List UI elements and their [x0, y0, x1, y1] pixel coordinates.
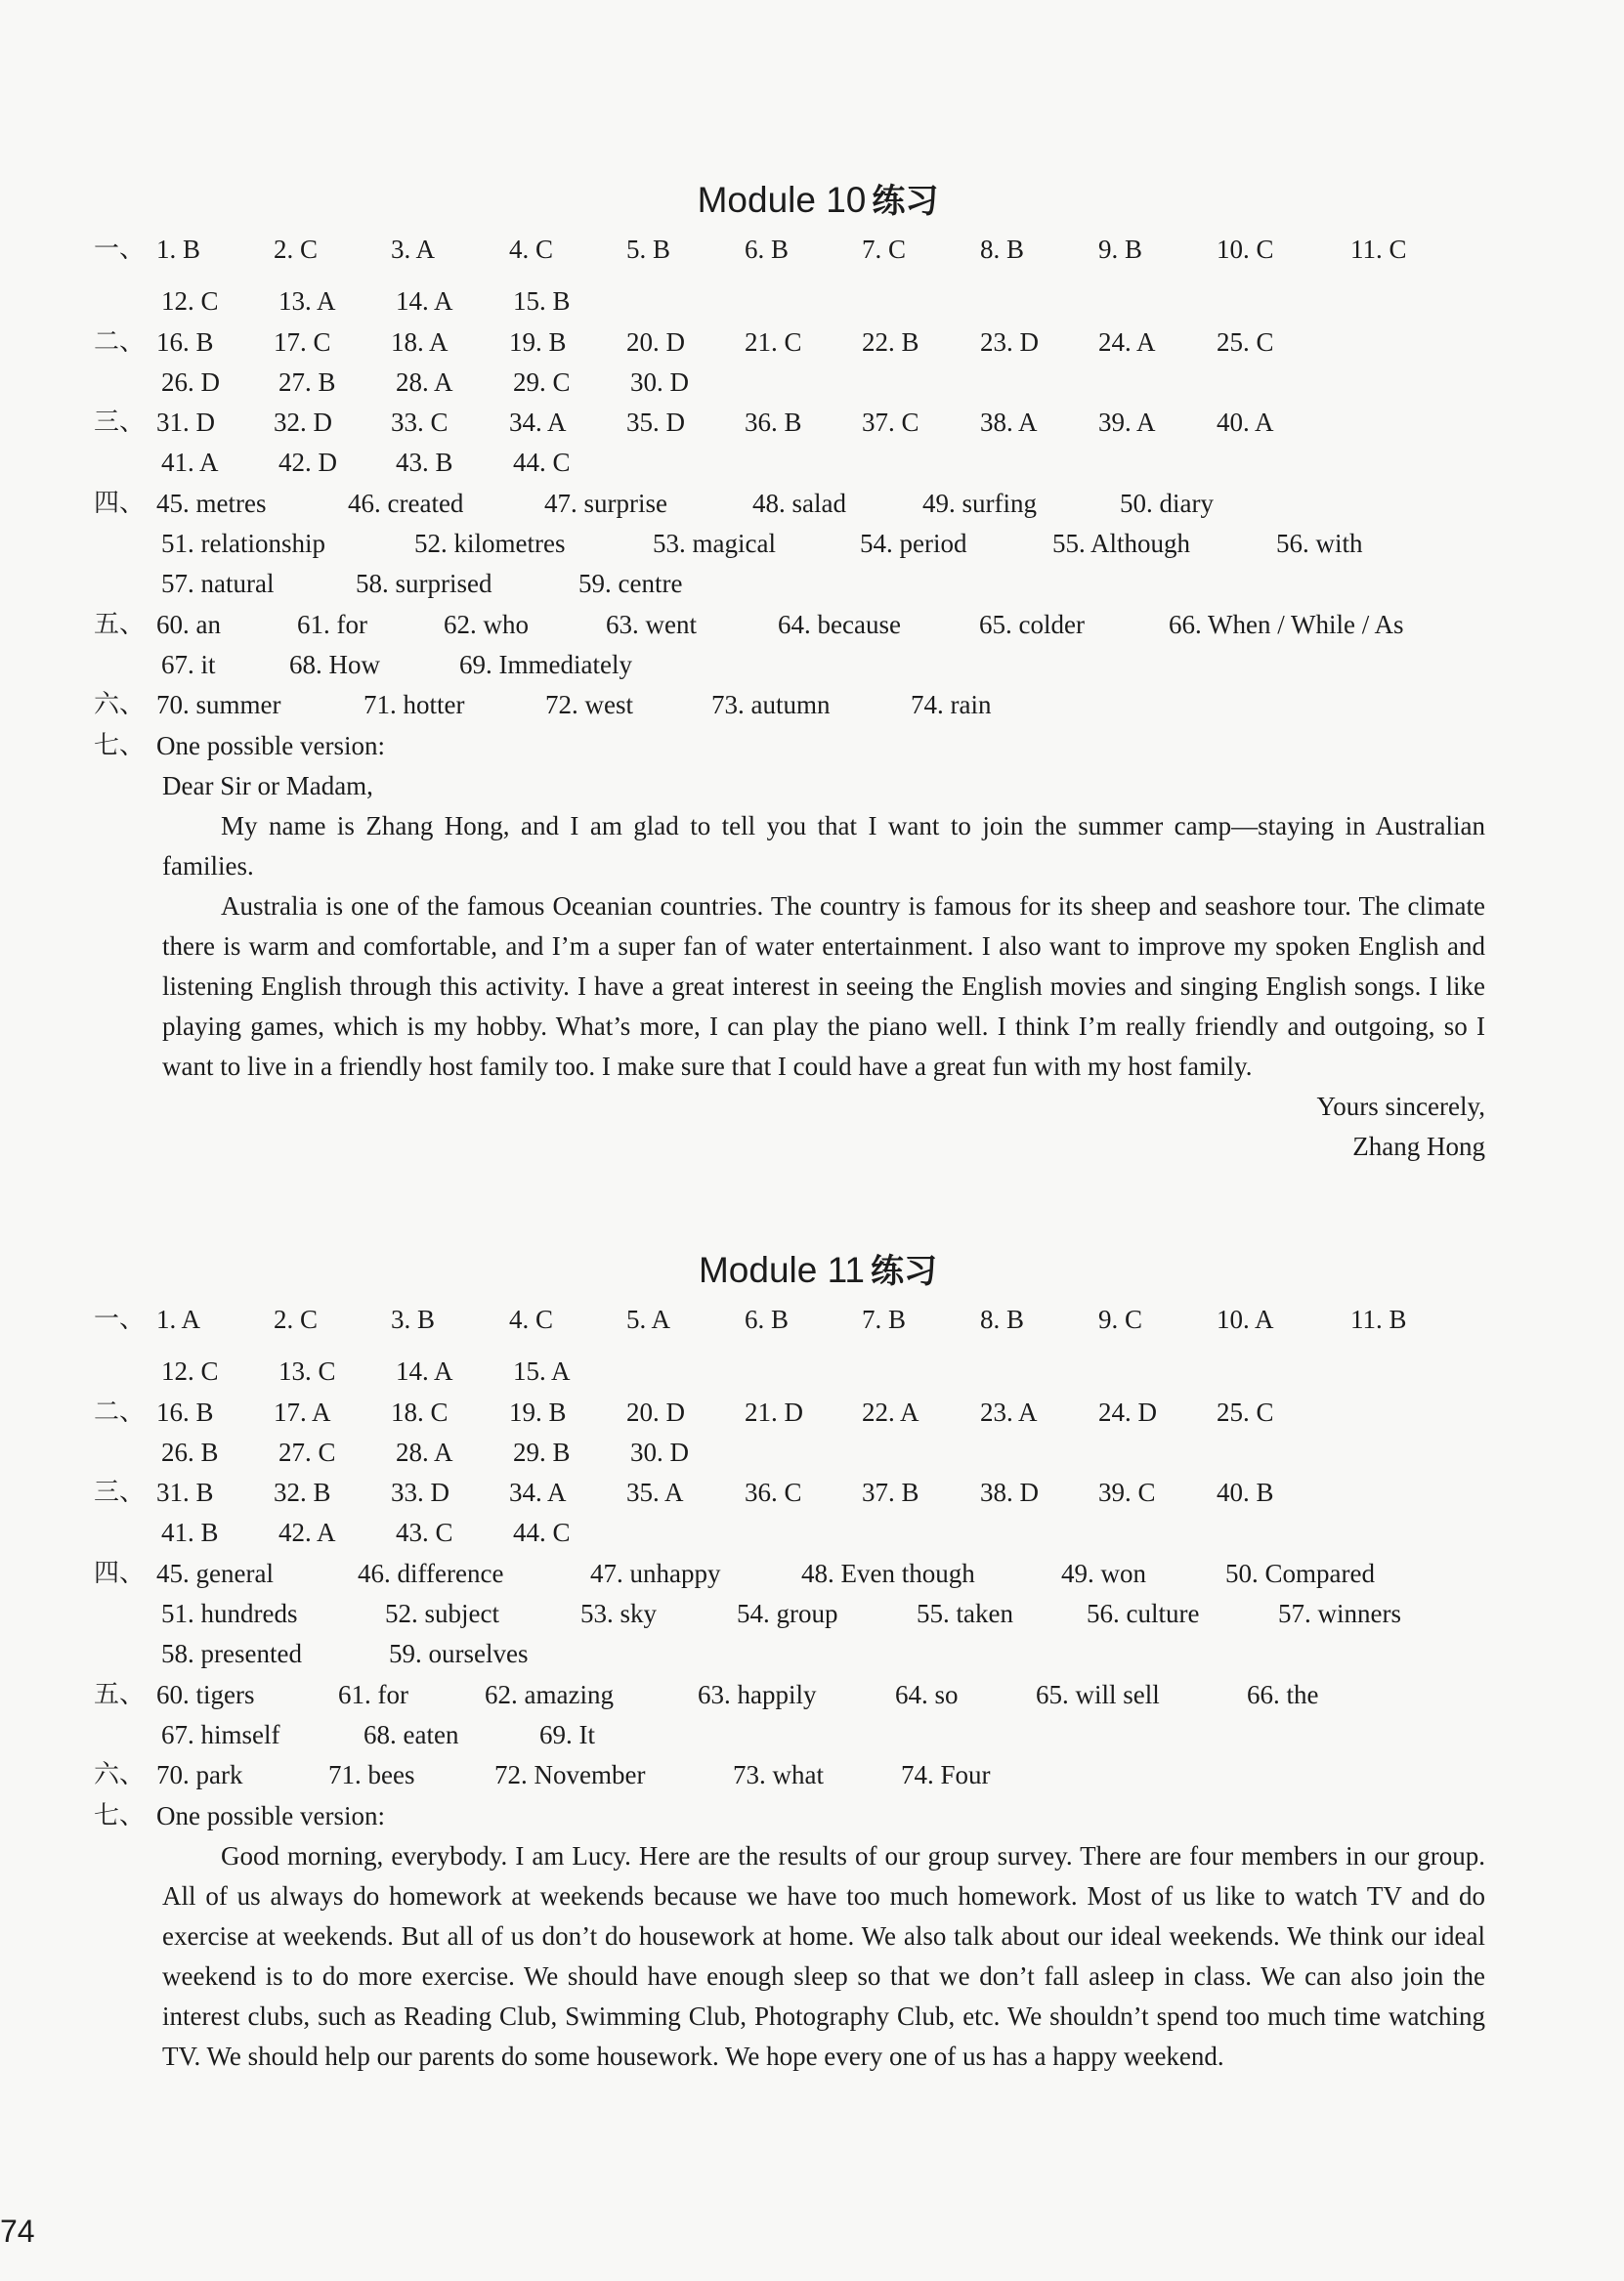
- answer: 74. rain: [911, 690, 992, 720]
- answer: 7. B: [862, 1305, 907, 1334]
- m11-part4-row3: [0, 1634, 1624, 1674]
- answer: 12. C: [161, 286, 219, 317]
- m11-part3-row1: [0, 1473, 1624, 1513]
- answer: 68. How: [289, 649, 380, 679]
- answer: 33. C: [391, 408, 449, 438]
- answer: 3. A: [391, 235, 436, 264]
- answer: 70. summer: [156, 690, 281, 720]
- answer: 39. C: [1098, 1478, 1156, 1508]
- section-marker: 二、: [94, 326, 146, 357]
- module-11-section: [0, 1241, 1624, 2077]
- answer: 66. When / While / As: [1169, 609, 1404, 639]
- answer: 62. who: [444, 609, 529, 639]
- m11-part1-row2: [0, 1352, 1624, 1392]
- answer: 45. general: [156, 1558, 274, 1588]
- answer: 64. so: [895, 1679, 959, 1709]
- answer: 18. C: [391, 1397, 449, 1427]
- answer: 21. C: [745, 326, 802, 357]
- answer: 13. A: [278, 286, 336, 317]
- m10-part1-row1: [0, 230, 1624, 281]
- m10-part4-row1: [0, 484, 1624, 524]
- answer: 53. sky: [580, 1599, 658, 1629]
- answer: 6. B: [745, 235, 790, 264]
- answer: 9. C: [1098, 1305, 1143, 1334]
- answer: 50. diary: [1120, 488, 1214, 518]
- answer: 23. D: [980, 326, 1039, 357]
- answer: 62. amazing: [485, 1679, 614, 1709]
- module-10-title: [0, 171, 1624, 230]
- answer: 13. C: [278, 1356, 336, 1387]
- answer: 59. ourselves: [389, 1639, 529, 1669]
- answer: 11. B: [1350, 1305, 1407, 1334]
- answer: 18. A: [391, 326, 449, 357]
- answer: 44. C: [513, 1518, 571, 1548]
- answer: 8. B: [980, 235, 1025, 264]
- essay-paragraph: Good morning, everybody. I am Lucy. Here are the results of our group survey. There are four members in our group. All of us always do homework at weekends because we have too much homework. Most of us like to watch TV and do exercise at weekends. But all of us don’t do housework at home. We also talk about our ideal weekends. We think our ideal weekend is to do more exercise. We should have enough sleep so that we don’t fall asleep in class. We can also join the interest clubs, such as Reading Club, Swimming Club, Photography Club, etc. We shouldn’t spend too much time watching TV. We should help our parents do some housework. We hope every one of us has a happy weekend.: [162, 1840, 1485, 2071]
- answer: 2. C: [274, 235, 319, 264]
- answer: 24. A: [1098, 326, 1156, 357]
- answer: 43. B: [396, 448, 453, 478]
- answer: 49. surfing: [922, 488, 1037, 518]
- m10-part4-row3: [0, 564, 1624, 604]
- answer: 39. A: [1098, 408, 1156, 438]
- m11-part1-row1: [0, 1300, 1624, 1352]
- m10-part3-row1: [0, 403, 1624, 443]
- answer: 38. A: [980, 408, 1038, 438]
- answer: 6. B: [745, 1305, 790, 1334]
- m11-part5-row1: [0, 1675, 1624, 1715]
- letter-closing: Yours sincerely,: [1316, 1091, 1485, 1121]
- answer: 55. taken: [917, 1599, 1013, 1629]
- section-marker: 一、: [94, 1305, 146, 1334]
- answer: 2. C: [274, 1305, 319, 1334]
- answer: 41. B: [161, 1518, 219, 1548]
- answer: 26. D: [161, 366, 220, 397]
- answer: 37. C: [862, 408, 919, 438]
- answer: 45. metres: [156, 488, 267, 518]
- answer: 71. hotter: [363, 690, 465, 720]
- answer: 37. B: [862, 1478, 919, 1508]
- answer: 52. subject: [385, 1599, 499, 1629]
- answer: 10. A: [1217, 1305, 1274, 1334]
- answer: 9. B: [1098, 235, 1143, 264]
- answer: 57. winners: [1278, 1599, 1401, 1629]
- answer: 20. D: [626, 326, 685, 357]
- answer: 63. happily: [698, 1679, 817, 1709]
- answer: 17. C: [274, 326, 331, 357]
- answer: 44. C: [513, 448, 571, 478]
- answer: 12. C: [161, 1356, 219, 1387]
- m11-part4-row1: [0, 1554, 1624, 1594]
- answer: 34. A: [509, 1478, 567, 1508]
- answer: 40. B: [1217, 1478, 1274, 1508]
- answer: 56. culture: [1087, 1599, 1200, 1629]
- answer: 59. centre: [578, 569, 683, 599]
- answer: 58. presented: [161, 1639, 302, 1669]
- answer: 51. relationship: [161, 529, 325, 559]
- letter-signature: Zhang Hong: [1352, 1131, 1485, 1161]
- answer: 14. A: [396, 286, 453, 317]
- section-marker: 二、: [94, 1397, 146, 1427]
- m10-part7-header: [0, 726, 1624, 766]
- module-title-cn: 练习: [871, 1252, 938, 1291]
- page-number: 74: [0, 2214, 35, 2249]
- m11-part2-row2: [0, 1433, 1624, 1473]
- answer: 40. A: [1217, 408, 1274, 438]
- answer: 35. D: [626, 408, 685, 438]
- answer: 28. A: [396, 366, 453, 397]
- essay-paragraph: Australia is one of the famous Oceanian countries. The country is famous for its sheep and seashore tour. The climate there is warm and comfortable, and I’m a super fan of water entertainment. I also want to improve my spoken English and listening English through this activity. I have a great interest in seeing the English movies and singing English songs. I like playing games, which is my hobby. What’s more, I can play the piano well. I think I’m really friendly and outgoing, so I want to live in a friendly host family too. I make sure that I could have a great fun with my host family.: [162, 890, 1485, 1081]
- answer: 67. it: [161, 649, 216, 679]
- answer: 19. B: [509, 326, 567, 357]
- answer: 24. D: [1098, 1397, 1157, 1427]
- answer: 41. A: [161, 448, 219, 478]
- answer: 30. D: [630, 1437, 689, 1467]
- section-marker: 三、: [94, 408, 146, 438]
- answer: 54. period: [860, 529, 967, 559]
- answer: 14. A: [396, 1356, 453, 1387]
- answer: 10. C: [1217, 235, 1274, 264]
- answer: 38. D: [980, 1478, 1039, 1508]
- module-title-cn: 练习: [872, 182, 939, 221]
- answer: 73. autumn: [711, 690, 831, 720]
- answer: 29. C: [513, 366, 571, 397]
- answer: 66. the: [1247, 1679, 1319, 1709]
- section-marker: 七、: [94, 1800, 146, 1830]
- answer: 5. A: [626, 1305, 671, 1334]
- m10-part2-row1: [0, 323, 1624, 363]
- answer: 73. what: [733, 1760, 824, 1790]
- answer: 21. D: [745, 1397, 803, 1427]
- module-10-section: [0, 171, 1624, 1167]
- answer: 32. D: [274, 408, 332, 438]
- section-marker: 五、: [94, 1679, 146, 1709]
- answer: 60. an: [156, 609, 221, 639]
- essay-label: One possible version:: [156, 730, 385, 760]
- section-marker: 七、: [94, 730, 146, 760]
- answer: 52. kilometres: [414, 529, 566, 559]
- m10-part4-row2: [0, 524, 1624, 564]
- answer: 27. B: [278, 366, 336, 397]
- answer: 22. B: [862, 326, 919, 357]
- answer: 1. A: [156, 1305, 201, 1334]
- answer: 15. A: [513, 1356, 571, 1387]
- answer: 69. It: [539, 1719, 595, 1749]
- answer: 48. salad: [752, 488, 846, 518]
- answer: 65. will sell: [1036, 1679, 1160, 1709]
- answer: 11. C: [1350, 235, 1407, 264]
- answer: 26. B: [161, 1437, 219, 1467]
- answer: 1. B: [156, 235, 201, 264]
- answer: 43. C: [396, 1518, 453, 1548]
- m10-part5-row2: [0, 645, 1624, 685]
- answer: 51. hundreds: [161, 1599, 298, 1629]
- m10-part1-row2: [0, 281, 1624, 322]
- answer: 69. Immediately: [459, 649, 632, 679]
- module-11-title: [0, 1241, 1624, 1300]
- answer: 7. C: [862, 235, 907, 264]
- m10-part3-row2: [0, 443, 1624, 483]
- answer: 25. C: [1217, 326, 1274, 357]
- answer: 31. D: [156, 408, 215, 438]
- answer: 48. Even though: [801, 1558, 975, 1588]
- m10-part5-row1: [0, 605, 1624, 645]
- answer: 32. B: [274, 1478, 331, 1508]
- m11-part3-row2: [0, 1513, 1624, 1553]
- answer: 46. created: [348, 488, 464, 518]
- section-marker: 四、: [94, 488, 146, 518]
- essay-paragraph: My name is Zhang Hong, and I am glad to tell you that I want to join the summer camp—staying in Australian families.: [162, 810, 1485, 881]
- answer: 16. B: [156, 1397, 214, 1427]
- answer: 60. tigers: [156, 1679, 255, 1709]
- answer: 61. for: [297, 609, 367, 639]
- answer: 50. Compared: [1225, 1558, 1375, 1588]
- answer: 31. B: [156, 1478, 214, 1508]
- answer: 23. A: [980, 1397, 1038, 1427]
- answer: 46. difference: [358, 1558, 504, 1588]
- answer: 56. with: [1276, 529, 1363, 559]
- answer: 35. A: [626, 1478, 684, 1508]
- answer: 36. C: [745, 1478, 802, 1508]
- answer: 67. himself: [161, 1719, 280, 1749]
- answer: 25. C: [1217, 1397, 1274, 1427]
- module-title-text: Module 10: [697, 180, 867, 220]
- section-marker: 五、: [94, 609, 146, 639]
- answer: 58. surprised: [356, 569, 492, 599]
- answer: 36. B: [745, 408, 802, 438]
- answer: 47. surprise: [544, 488, 667, 518]
- section-marker: 三、: [94, 1478, 146, 1508]
- answer: 4. C: [509, 1305, 554, 1334]
- answer: 3. B: [391, 1305, 436, 1334]
- answer: 55. Although: [1052, 529, 1191, 559]
- m10-part2-row2: [0, 363, 1624, 403]
- m10-part6-row1: [0, 685, 1624, 725]
- answer: 47. unhappy: [590, 1558, 721, 1588]
- answer: 29. B: [513, 1437, 571, 1467]
- answer: 42. D: [278, 448, 337, 478]
- answer: 64. because: [778, 609, 901, 639]
- answer: 57. natural: [161, 569, 275, 599]
- answer: 22. A: [862, 1397, 919, 1427]
- m11-part2-row1: [0, 1393, 1624, 1433]
- answer: 33. D: [391, 1478, 449, 1508]
- answer: 28. A: [396, 1437, 453, 1467]
- answer: 15. B: [513, 286, 571, 317]
- answer: 8. B: [980, 1305, 1025, 1334]
- answer: 72. November: [494, 1760, 646, 1790]
- answer: 42. A: [278, 1518, 336, 1548]
- answer: 27. C: [278, 1437, 336, 1467]
- answer: 17. A: [274, 1397, 331, 1427]
- answer: 63. went: [606, 609, 697, 639]
- answer: 72. west: [545, 690, 633, 720]
- section-marker: 四、: [94, 1558, 146, 1588]
- answer: 30. D: [630, 366, 689, 397]
- answer: 49. won: [1061, 1558, 1146, 1588]
- answer: 74. Four: [901, 1760, 991, 1790]
- answer: 16. B: [156, 326, 214, 357]
- m11-part6-row1: [0, 1755, 1624, 1795]
- section-marker: 一、: [94, 235, 146, 264]
- answer: 53. magical: [653, 529, 776, 559]
- answer: 4. C: [509, 235, 554, 264]
- answer: 20. D: [626, 1397, 685, 1427]
- m11-part4-row2: [0, 1594, 1624, 1634]
- letter-salutation: Dear Sir or Madam,: [162, 770, 373, 800]
- answer: 65. colder: [979, 609, 1085, 639]
- m11-part5-row2: [0, 1715, 1624, 1755]
- section-marker: 六、: [94, 690, 146, 720]
- answer: 19. B: [509, 1397, 567, 1427]
- answer: 5. B: [626, 235, 671, 264]
- module-title-text: Module 11: [698, 1250, 866, 1290]
- answer: 68. eaten: [363, 1719, 459, 1749]
- essay-label: One possible version:: [156, 1800, 385, 1830]
- answer: 71. bees: [328, 1760, 415, 1790]
- answer: 61. for: [338, 1679, 408, 1709]
- answer: 34. A: [509, 408, 567, 438]
- m11-part7-header: [0, 1796, 1624, 1836]
- section-marker: 六、: [94, 1760, 146, 1790]
- answer: 70. park: [156, 1760, 243, 1790]
- answer: 54. group: [737, 1599, 838, 1629]
